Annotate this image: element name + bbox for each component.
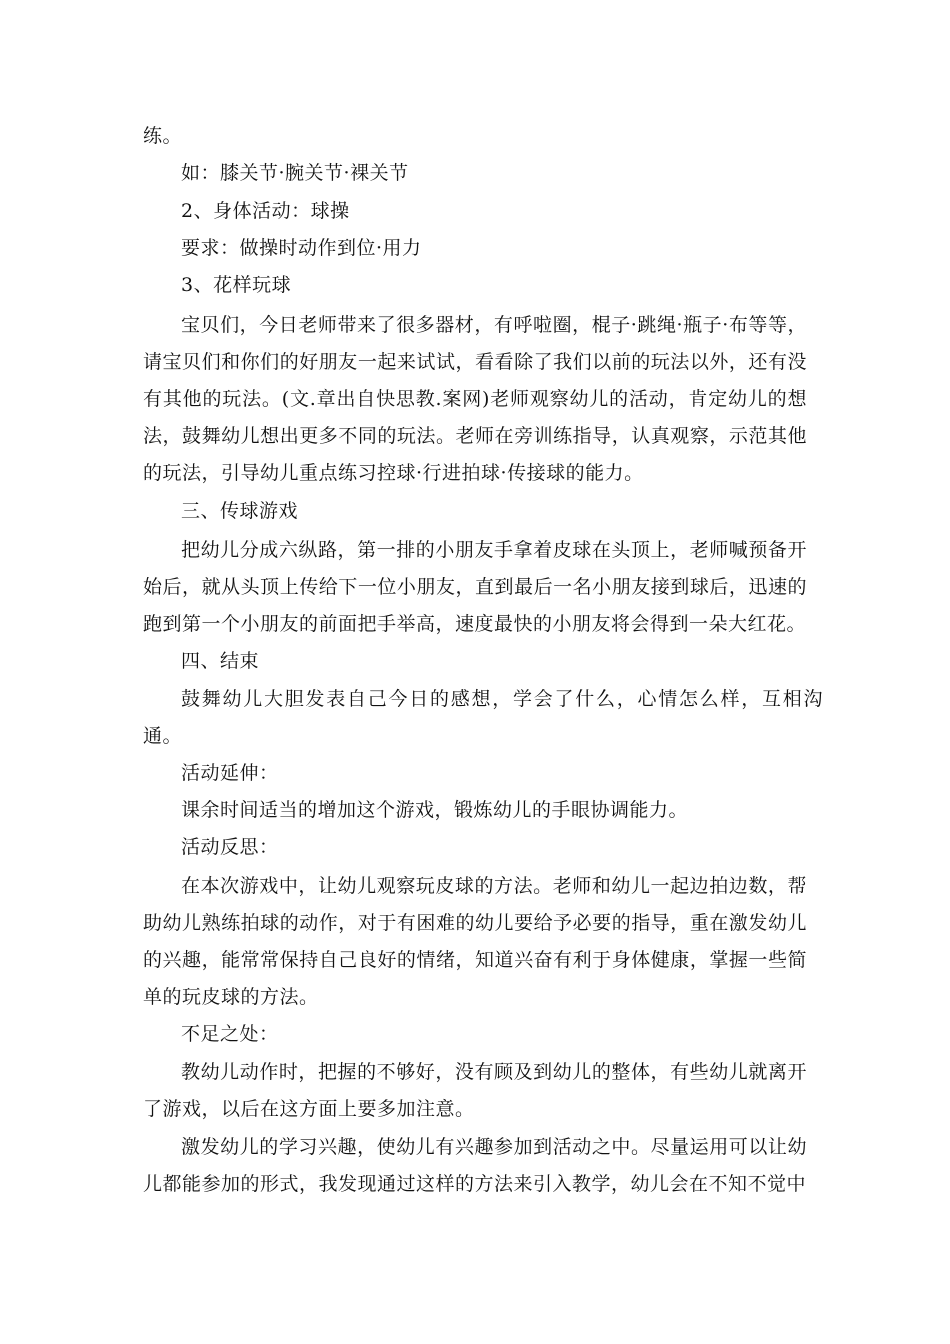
heading-passing-game: 三、传球游戏 xyxy=(181,500,299,522)
heading-body-activity: 2、身体活动：球操 xyxy=(181,200,350,222)
heading-extension: 活动延伸： xyxy=(181,762,279,784)
heading-ball-play: 3、花样玩球 xyxy=(181,274,292,296)
paragraph-joints-example: 如：膝关节·腕关节·裸关节 xyxy=(181,162,409,184)
paragraph-ball-play: 宝贝们，今日老师带来了很多器材，有呼啦圈，棍子·跳绳·瓶子·布等等，请宝贝们和你们的好朋友一起来试试，看看除了我们以前的玩法以外，还有没有其他的玩法。(文.章出自快思教.案网)老师观察幼儿的活动，肯定幼儿的想法，鼓舞幼儿想出更多不同的玩法。老师在旁训练指导，认真观察，示范其他的玩法，引导幼儿重点练习控球·行进拍球·传接球的能力。 xyxy=(143,314,807,484)
paragraph-passing-game: 把幼儿分成六纵路，第一排的小朋友手拿着皮球在头顶上，老师喊预备开始后，就从头顶上传给下一位小朋友，直到最后一名小朋友接到球后，迅速的跑到第一个小朋友的前面把手举高，速度最快的小朋友将会得到一朵大红花。 xyxy=(143,539,807,635)
heading-reflection: 活动反思： xyxy=(181,836,279,858)
paragraph-continuation: 练。 xyxy=(143,125,183,147)
paragraph-shortcomings: 教幼儿动作时，把握的不够好，没有顾及到幼儿的整体，有些幼儿就离开了游戏，以后在这方面上要多加注意。 xyxy=(143,1061,807,1120)
heading-ending: 四、结束 xyxy=(181,650,260,672)
paragraph-requirement: 要求：做操时动作到位·用力 xyxy=(181,237,422,259)
paragraph-reflection: 在本次游戏中，让幼儿观察玩皮球的方法。老师和幼儿一起边拍边数，帮助幼儿熟练拍球的动作，对于有困难的幼儿要给予必要的指导，重在激发幼儿的兴趣，能常常保持自己良好的情绪，知道兴奋有利于身体健康，掌握一些简单的玩皮球的方法。 xyxy=(143,875,807,1008)
paragraph-motivation: 激发幼儿的学习兴趣，使幼儿有兴趣参加到活动之中。尽量运用可以让幼儿都能参加的形式，我发现通过这样的方法来引入教学，幼儿会在不知不觉中 xyxy=(143,1136,807,1195)
paragraph-extension: 课余时间适当的增加这个游戏，锻炼幼儿的手眼协调能力。 xyxy=(181,799,689,821)
heading-shortcomings: 不足之处： xyxy=(181,1023,279,1045)
paragraph-ending: 鼓舞幼儿大胆发表自己今日的感想，学会了什么，心情怎么样，互相沟通。 xyxy=(143,688,823,747)
